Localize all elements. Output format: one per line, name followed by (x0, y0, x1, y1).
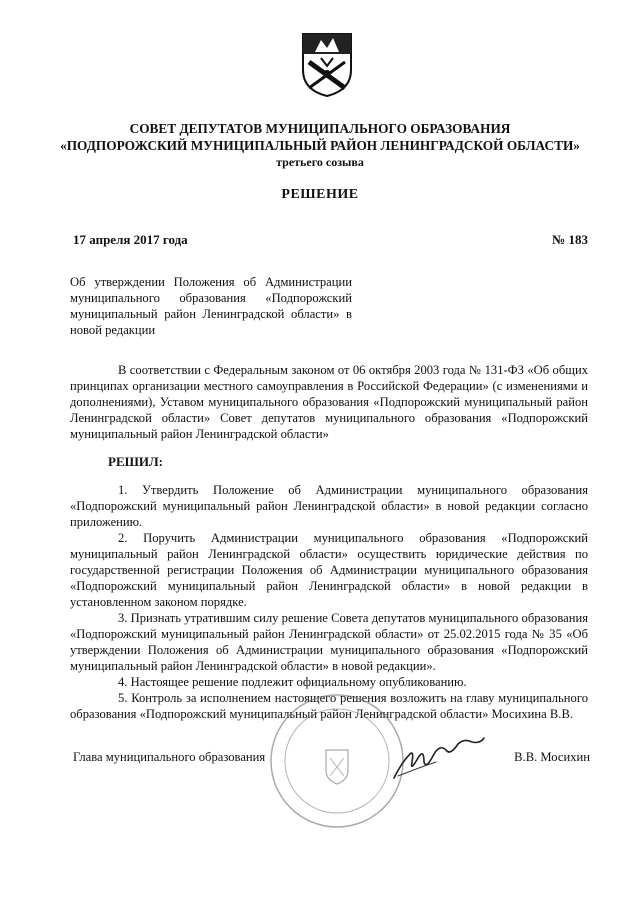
council-name-line2: «ПОДПОРОЖСКИЙ МУНИЦИПАЛЬНЫЙ РАЙОН ЛЕНИНГРАДСКОЙ ОБЛАСТИ» (60, 138, 580, 153)
handwritten-signature (388, 732, 488, 782)
decision-date: 17 апреля 2017 года (73, 232, 188, 247)
decision-item: 4. Настоящее решение подлежит официальному опубликованию. (118, 675, 467, 689)
decision-item: 3. Признать утратившим силу решение Совета депутатов муниципального образования «Подпорожский муниципальный район Ленинградской области» от 25.02.2015 года № 35 «Об утверждении Положения об Администрации муниципального образования «Подпорожский муниципальный район Ленинградской области» в новой редакции». (70, 611, 588, 673)
decision-subject: Об утверждении Положения об Администрации муниципального образования «Подпорожский муниципальный район Ленинградской области» в новой редакции (70, 275, 352, 337)
preamble-paragraph: В соответствии с Федеральным законом от 06 октября 2003 года № 131-ФЗ «Об общих принципах организации местного самоуправления в Российской Федерации» (с изменениями и дополнениями), Уставом муниципального образования «Подпорожский муниципальный район Ленинградской области» Совет депутатов муниципального образования «Подпорожский муниципальный район Ленинградской области» (70, 363, 588, 441)
coat-of-arms-emblem (301, 32, 353, 98)
official-seal-stamp (266, 690, 408, 832)
council-name-line1: СОВЕТ ДЕПУТАТОВ МУНИЦИПАЛЬНОГО ОБРАЗОВАНИЯ (129, 121, 511, 136)
decision-item: 2. Поручить Администрации муниципального образования «Подпорожский муниципальный район Ленинградской области» осуществить юридические действия по государственной регистрации Положения об Администрации муниципального образования «Подпорожский муниципальный район Ленинградской области» в новой редакции в установленном законом порядке. (70, 531, 588, 609)
decision-items (70, 482, 588, 722)
decision-item: 5. Контроль за исполнением настоящего решения возложить на главу муниципального образования «Подпорожский муниципальный район Ленинградской области» Мосихина В.В. (70, 691, 588, 721)
document-type-title: РЕШЕНИЕ (281, 187, 359, 202)
decision-item: 1. Утвердить Положение об Администрации муниципального образования «Подпорожский муниципальный район Ленинградской области» в новой редакции согласно приложению. (70, 483, 588, 529)
resolved-heading: РЕШИЛ: (108, 454, 164, 469)
decision-number: № 183 (552, 232, 588, 247)
convocation-label: третьего созыва (276, 155, 364, 169)
signatory-title: Глава муниципального образования (73, 750, 266, 764)
signatory-name: В.В. Мосихин (514, 750, 590, 764)
